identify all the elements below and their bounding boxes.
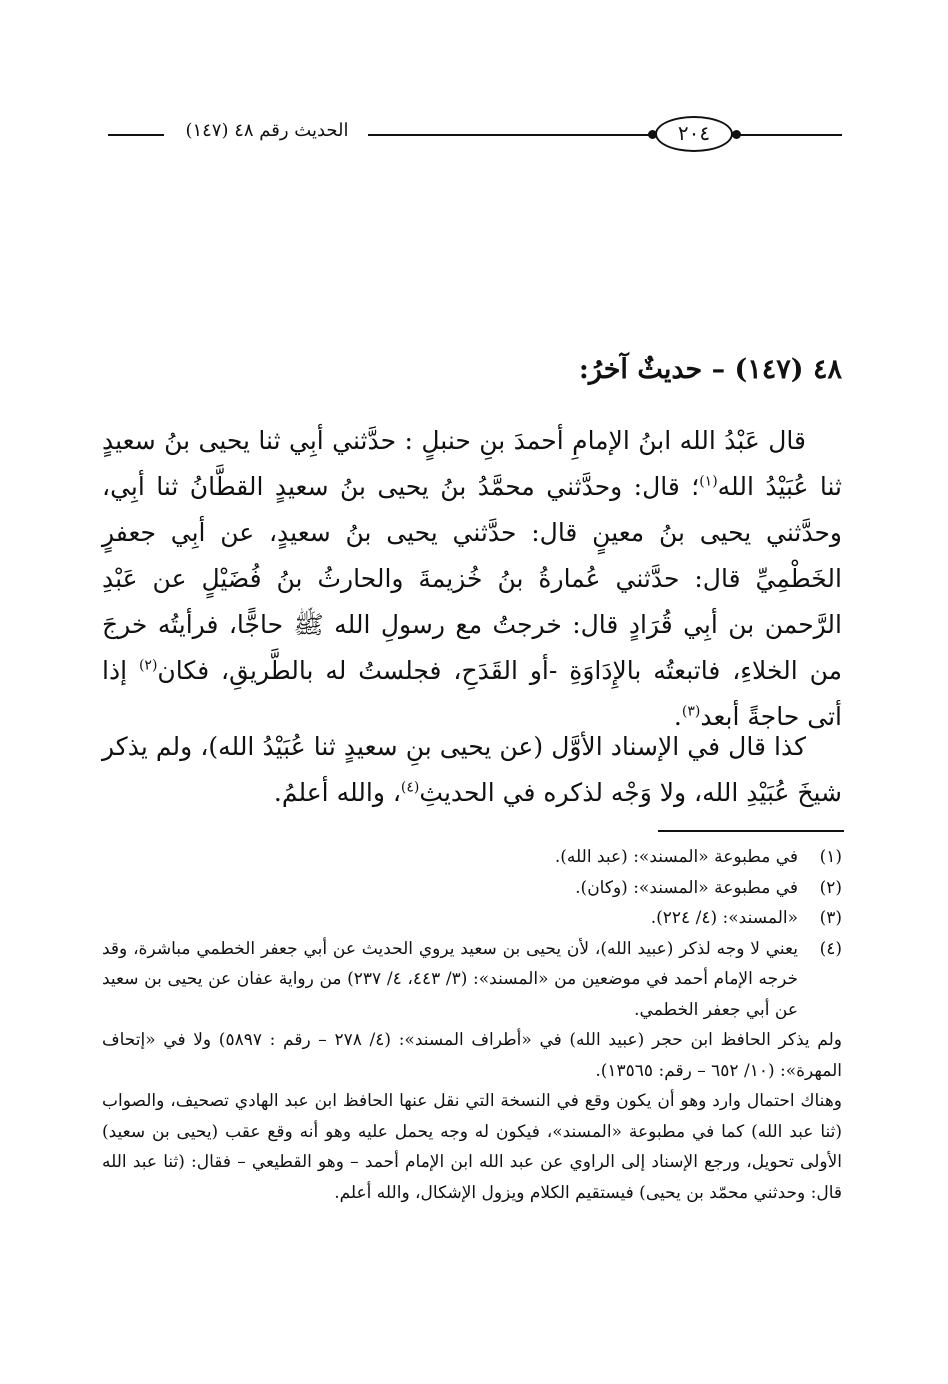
footnote-text: في مطبوعة «المسند»: (عبد الله).	[554, 847, 798, 867]
footnote-2	[102, 873, 842, 904]
footnote-number: (٣)	[819, 908, 842, 928]
para1-text-d: .	[673, 702, 682, 731]
footnote-text: يعني لا وجه لذكر (عبيد الله)، لأن يحيى بن سعيد يروي الحديث عن أبي جعفر الخطمي مباشرة، وقد خرجه الإمام أحمد في موضعين من «المسند»: (٣/ ٤٤٣، ٤/ ٢٣٧) من رواية عفان عن يحيى بن سعيد عن أبي جعفر الخطمي.	[102, 938, 798, 1020]
section-heading: ٤٨ (١٤٧) – حديثٌ آخرُ:	[578, 354, 842, 385]
footnote-ref-2: (٢)	[138, 657, 158, 674]
footnote-1	[102, 842, 842, 873]
footnote-4-continuation-2: وهناك احتمال وارد وهو أن يكون وقع في النسخة التي نقل عنها الحافظ ابن عبد الهادي تصحيف، والصواب (ثنا عبد الله) كما في مطبوعة «المسند»، فيكون له وجه يحمل عليه وهو أنه وقع عقب (يحيى بن سعيد) الأولى تحويل، ورجع الإسناد إلى الراوي عن عبد الله ابن الإمام أحمد – وهو القطيعي – فقال: (ثنا عبد الله قال: وحدثني محمّد بن يحيى) فيستقيم الكلام ويزول الإشكال، والله أعلم.	[102, 1091, 842, 1203]
footnote-ref-1: (١)	[699, 473, 718, 490]
footnote-4-continuation-1: ولم يذكر الحافظ ابن حجر (عبيد الله) في «أطراف المسند»: (٤/ ٢٧٨ – رقم : ٥٨٩٧) ولا في «إتحاف المهرة»: (١٠/ ٦٥٢ – رقم: ١٣٥٦٥).	[102, 1030, 842, 1081]
header-rule-left	[108, 134, 164, 136]
footnotes	[102, 842, 842, 1208]
footnote-ref-4: (٤)	[400, 779, 420, 796]
header-rule-right	[738, 134, 842, 136]
page-number: ٢٠٤	[677, 121, 711, 145]
body-paragraph-1	[102, 418, 842, 740]
ornament-dot-right	[732, 130, 741, 139]
para2-text-a: كذا قال في الإسناد الأوَّل (عن يحيى بنِ سعيدٍ ثنا عُبَيْدُ الله)، ولم يذكر شيخَ عُبَيْدِ الله، ولا وَجْه لذكره في الحديثِ	[102, 732, 842, 807]
footnote-number: (٤)	[819, 938, 842, 959]
footnote-3	[102, 903, 842, 934]
footnote-text: في مطبوعة «المسند»: (وكان).	[575, 877, 798, 898]
footnote-ref-3: (٣)	[681, 703, 701, 720]
para2-text-b: ، والله أعلمُ.	[273, 778, 401, 807]
footnote-number: (٢)	[819, 877, 842, 898]
footnote-text: «المسند»: (٤/ ٢٢٤).	[650, 908, 798, 928]
body-paragraph-2	[102, 724, 842, 816]
para1-text-b: ؛ قال: وحدَّثني محمَّدُ بنُ يحيى بنُ سعيدٍ القطَّانُ ثنا أبِي، وحدَّثني يحيى بنُ معينٍ قال: حدَّثني يحيى بنُ سعيدٍ، عن أبِي جعفرٍ الخَطْمِيِّ قال: حدَّثني عُمارةُ بنُ خُزيمةَ والحارثُ بنُ فُضَيْلٍ عن عَبْدِ الرَّحمن بن أبِي قُرَادٍ قال: خرجتُ مع رسولِ الله ﷺ حاجًّا، فرأيتُه خرجَ من الخلاءِ، فاتبعتُه بالإِدَاوَةِ -أو القَدَحِ، فجلستُ له بالطَّريقِ، فكان	[102, 472, 842, 685]
para1-text-a: قال عَبْدُ الله ابنُ الإمامِ أحمدَ بنِ حنبلٍ : حدَّثني أبِي ثنا يحيى بنُ سعيدٍ ثنا عُبَيْدُ الله	[102, 426, 842, 501]
running-title: الحديث رقم ٤٨ (١٤٧)	[185, 120, 349, 141]
para1-text-c: إذا أتى حاجةً أبعد	[102, 656, 842, 731]
footnote-number: (١)	[819, 847, 842, 867]
footnote-4	[102, 934, 842, 1026]
footnote-separator	[658, 830, 844, 832]
header-rule-middle	[368, 134, 652, 136]
